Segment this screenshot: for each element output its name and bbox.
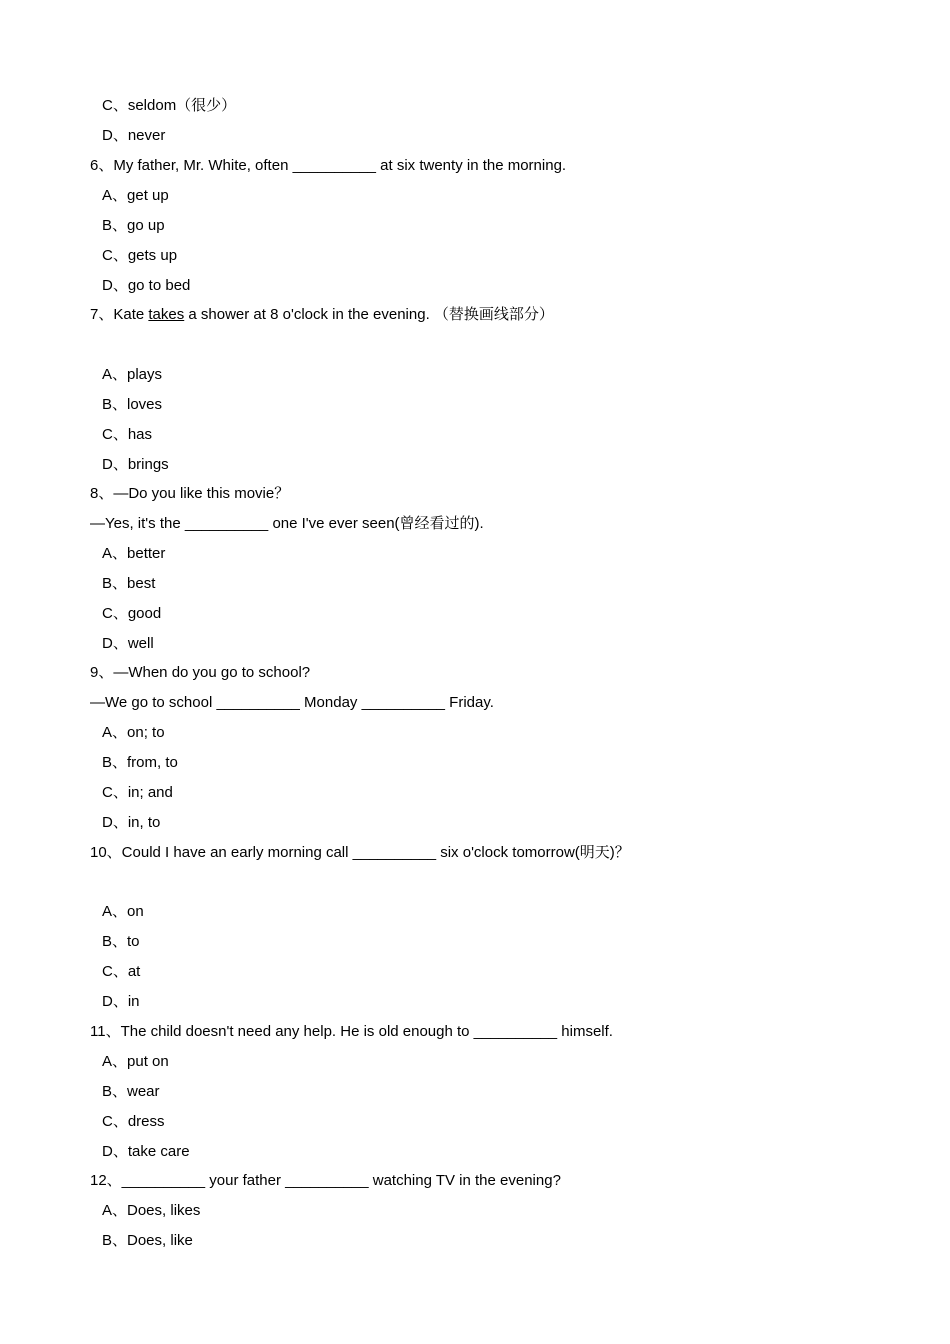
option-6c: C、gets up	[102, 247, 178, 264]
option-8b: B、best	[102, 575, 156, 592]
question-12: 12、__________ your father __________ watching TV in the evening?	[90, 1172, 561, 1189]
option-8c: C、good	[102, 605, 162, 622]
option-9b: B、from, to	[102, 754, 178, 771]
option-8a: A、better	[102, 545, 166, 562]
option-6b: B、go up	[102, 217, 165, 234]
option-9a: A、on; to	[102, 724, 165, 741]
option-8d: D、well	[102, 635, 154, 652]
option-9c: C、in; and	[102, 784, 173, 801]
option-10d: D、in	[102, 993, 140, 1010]
question-7-pre: 7、Kate	[90, 306, 149, 323]
option-6a: A、get up	[102, 187, 169, 204]
question-8-reply: —Yes, it's the __________ one I've ever seen(曾经看过的).	[90, 515, 484, 532]
option-11b: B、wear	[102, 1083, 160, 1100]
option-5d: D、never	[102, 127, 166, 144]
option-7b: B、loves	[102, 396, 163, 413]
option-7d: D、brings	[102, 456, 169, 473]
option-10b: B、to	[102, 933, 140, 950]
option-12a: A、Does, likes	[102, 1202, 201, 1219]
question-6: 6、My father, Mr. White, often __________ at six twenty in the morning.	[90, 157, 567, 174]
question-7-post: a shower at 8 o'clock in the evening. （替换画线部分）	[184, 306, 554, 323]
option-10c: C、at	[102, 963, 141, 980]
option-7a: A、plays	[102, 366, 163, 383]
question-7	[90, 300, 554, 330]
option-6d: D、go to bed	[102, 277, 191, 294]
option-10a: A、on	[102, 903, 144, 920]
question-11: 11、The child doesn't need any help. He is old enough to __________ himself.	[90, 1023, 613, 1040]
option-11c: C、dress	[102, 1113, 165, 1130]
question-8: 8、—Do you like this movie？	[90, 485, 290, 502]
option-11a: A、put on	[102, 1053, 169, 1070]
option-12b: B、Does, like	[102, 1232, 193, 1249]
option-7c: C、has	[102, 426, 153, 443]
option-9d: D、in, to	[102, 814, 161, 831]
question-7-underlined-word: takes	[148, 306, 185, 323]
option-11d: D、take care	[102, 1143, 190, 1160]
question-9-reply: —We go to school __________ Monday __________ Friday.	[90, 694, 494, 711]
question-10: 10、Could I have an early morning call __________ six o'clock tomorrow(明天)？	[90, 844, 630, 861]
option-5c: C、seldom（很少）	[102, 97, 237, 114]
question-9: 9、—When do you go to school?	[90, 664, 311, 681]
